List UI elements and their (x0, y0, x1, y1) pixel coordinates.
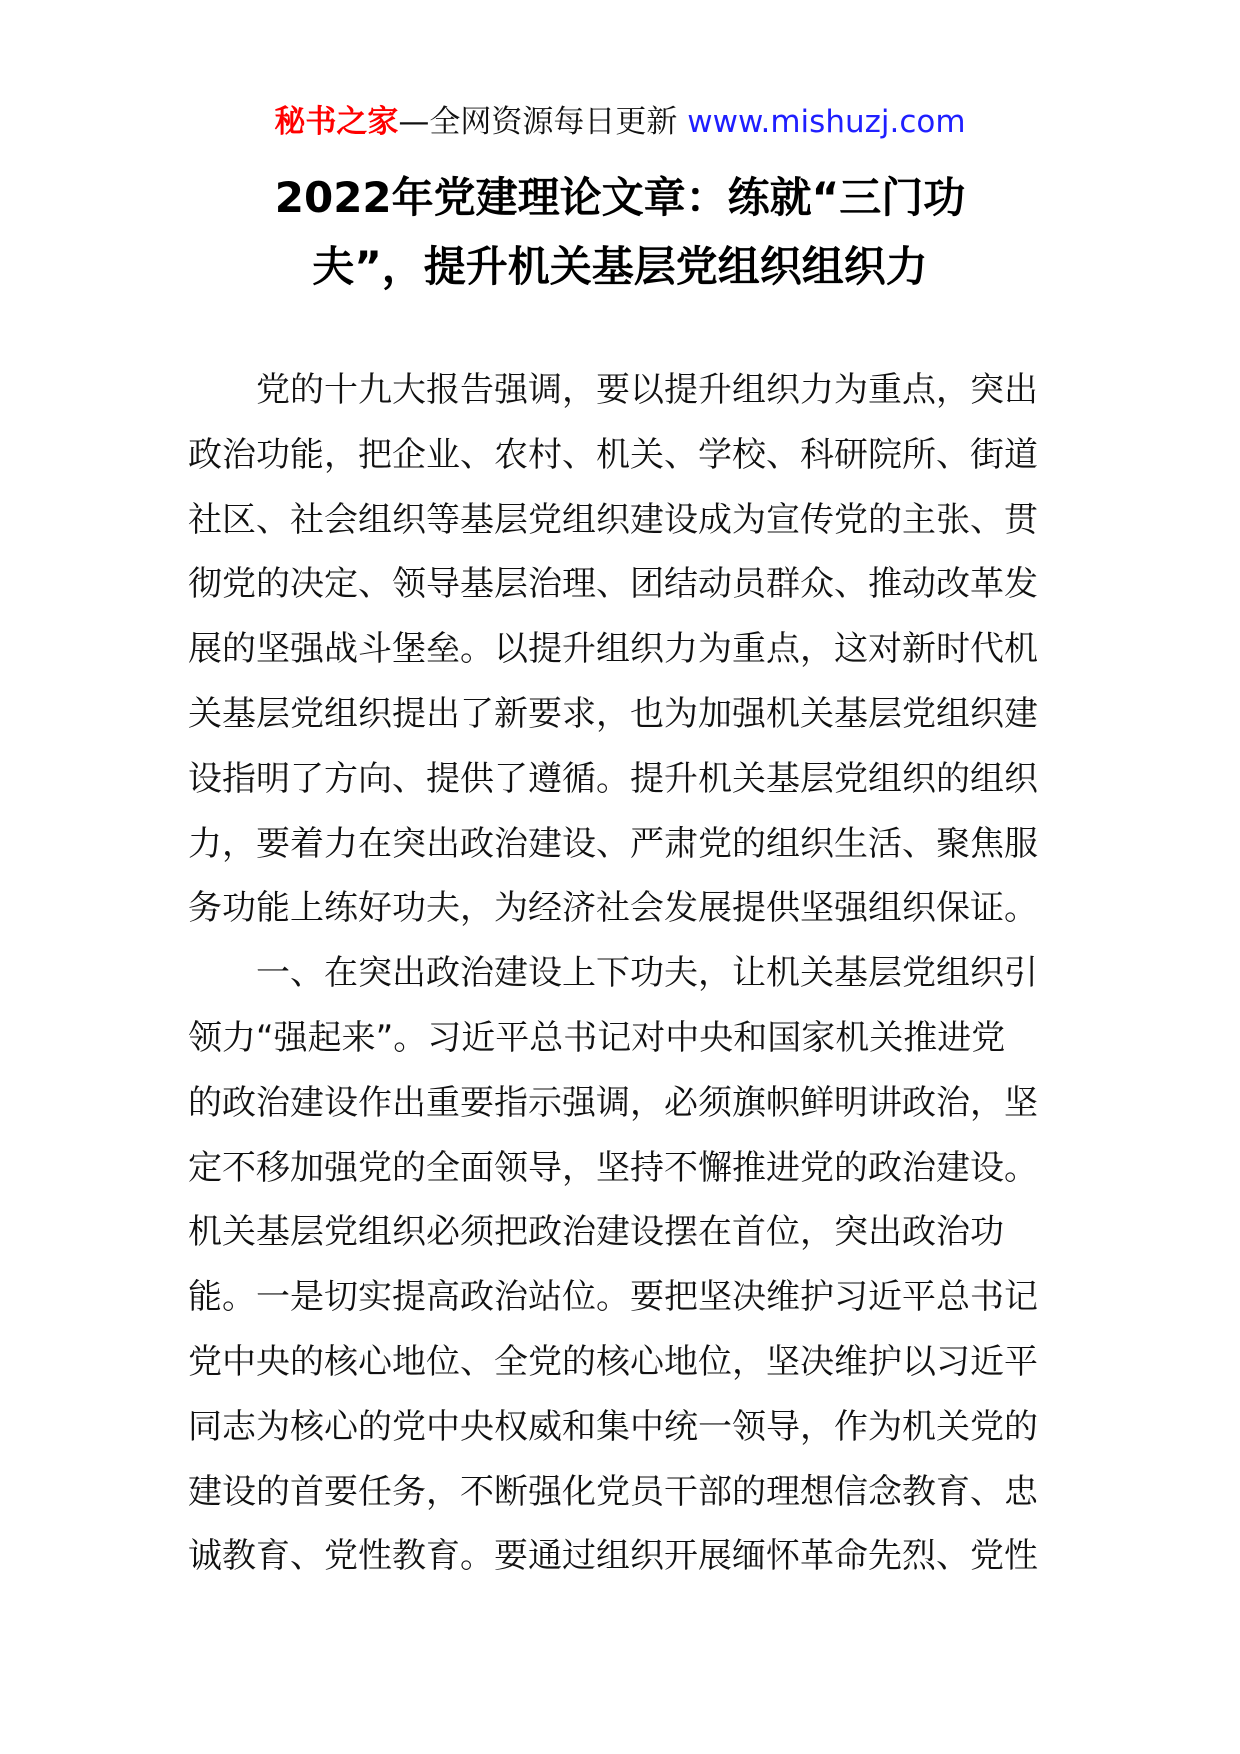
paragraph-line: 同志为核心的党中央权威和集中统一领导，作为机关党的 (188, 1406, 1038, 1447)
site-url-link[interactable]: www.mishuzj.com (687, 104, 966, 140)
paragraph-line: 社区、社会组织等基层党组织建设成为宣传党的主张、贯 (188, 499, 1038, 540)
paragraph-line: 定不移加强党的全面领导，坚持不懈推进党的政治建设。 (188, 1147, 1038, 1188)
paragraph-line: 领力“强起来”。习近平总书记对中央和国家机关推进党 (188, 1017, 1006, 1058)
paragraph-line: 建设的首要任务，不断强化党员干部的理想信念教育、忠 (188, 1471, 1038, 1512)
paragraph-line: 的政治建设作出重要指示强调，必须旗帜鲜明讲政治，坚 (188, 1082, 1038, 1123)
paragraph-line: 关基层党组织提出了新要求，也为加强机关基层党组织建 (188, 693, 1038, 734)
article-title-line-1: 2022年党建理论文章：练就“三门功 (274, 173, 966, 222)
paragraph-line: 能。一是切实提高政治站位。要把坚决维护习近平总书记 (188, 1277, 1038, 1318)
paragraph-line: 设指明了方向、提供了遵循。提升机关基层党组织的组织 (188, 758, 1038, 799)
paragraph-line: 政治功能，把企业、农村、机关、学校、科研院所、街道 (188, 434, 1038, 475)
site-tagline: —全网资源每日更新 (398, 104, 678, 140)
paragraph-line: 展的坚强战斗堡垒。以提升组织力为重点，这对新时代机 (188, 629, 1038, 670)
article-title-line-2: 夫”，提升机关基层党组织组织力 (312, 242, 928, 291)
site-header (0, 100, 1240, 144)
paragraph-line: 一、在突出政治建设上下功夫，让机关基层党组织引 (256, 953, 1038, 994)
paragraph-line: 党的十九大报告强调，要以提升组织力为重点，突出 (256, 370, 1038, 410)
paragraph-line: 力，要着力在突出政治建设、严肃党的组织生活、聚焦服 (188, 823, 1038, 864)
paragraph-line: 机关基层党组织必须把政治建设摆在首位，突出政治功 (188, 1212, 1004, 1253)
article-title (180, 163, 1060, 301)
paragraph-line: 彻党的决定、领导基层治理、团结动员群众、推动改革发 (188, 564, 1038, 605)
paragraph-line: 诚教育、党性教育。要通过组织开展缅怀革命先烈、党性 (188, 1536, 1038, 1577)
paragraph-line: 务功能上练好功夫，为经济社会发展提供坚强组织保证。 (188, 888, 1038, 929)
article-body (188, 358, 1056, 1589)
site-brand: 秘书之家 (274, 104, 399, 140)
paragraph-line: 党中央的核心地位、全党的核心地位，坚决维护以习近平 (188, 1341, 1038, 1382)
